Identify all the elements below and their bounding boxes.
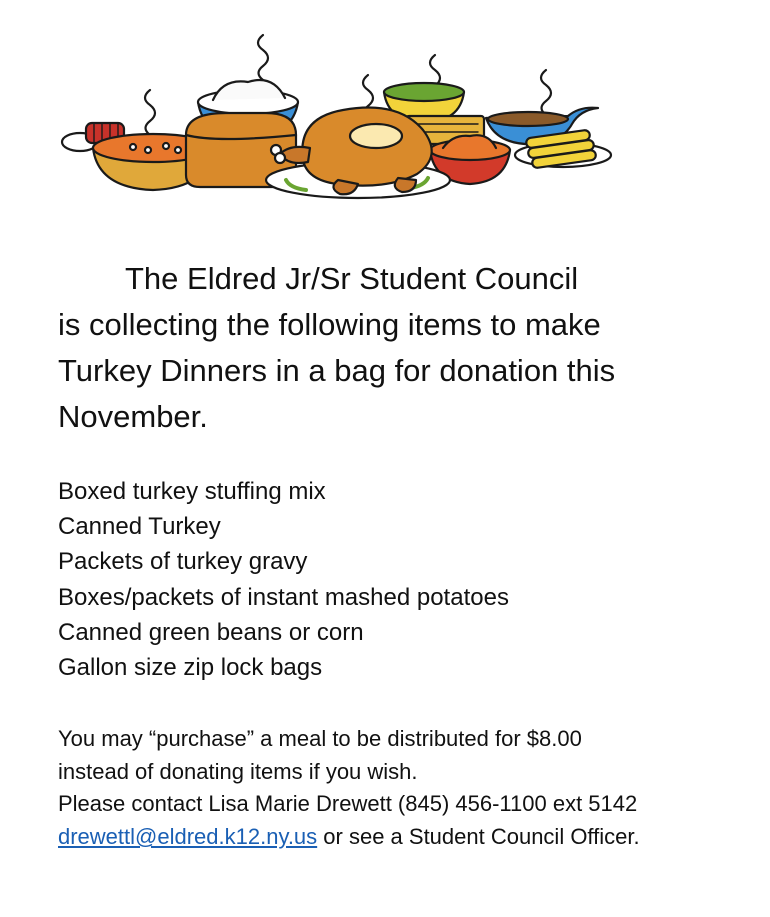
list-item: Boxed turkey stuffing mix: [58, 478, 326, 505]
list-item: Packets of turkey gravy: [58, 548, 308, 576]
intro-line-2: is collecting the following items to make: [58, 307, 601, 342]
list-item: Canned Turkey: [58, 513, 221, 541]
intro-line-4: November.: [58, 399, 208, 434]
contact-info: [58, 723, 758, 854]
donation-items-list: [58, 474, 509, 685]
intro-line-3: Turkey Dinners in a bag for donation this: [58, 353, 616, 388]
purchase-note-line-1: You may “purchase” a meal to be distributed for $8.00: [58, 726, 582, 751]
list-item: Boxes/packets of instant mashed potatoes: [58, 583, 509, 611]
list-item: Gallon size zip lock bags: [58, 654, 323, 682]
email-line: [58, 821, 758, 854]
list-item: Canned green beans or corn: [58, 618, 364, 646]
thanksgiving-dinner-illustration: [58, 30, 634, 215]
email-link[interactable]: drewettl@eldred.k12.ny.us: [58, 824, 318, 850]
contact-line: Please contact Lisa Marie Drewett (845) 456-1100 ext 5142: [58, 791, 638, 817]
purchase-note-line-2: instead of donating items if you wish.: [58, 758, 418, 784]
intro-line-1: The Eldred Jr/Sr Student Council: [125, 261, 579, 296]
officer-note: or see a Student Council Officer.: [317, 824, 640, 850]
announcement-intro: [58, 256, 748, 440]
